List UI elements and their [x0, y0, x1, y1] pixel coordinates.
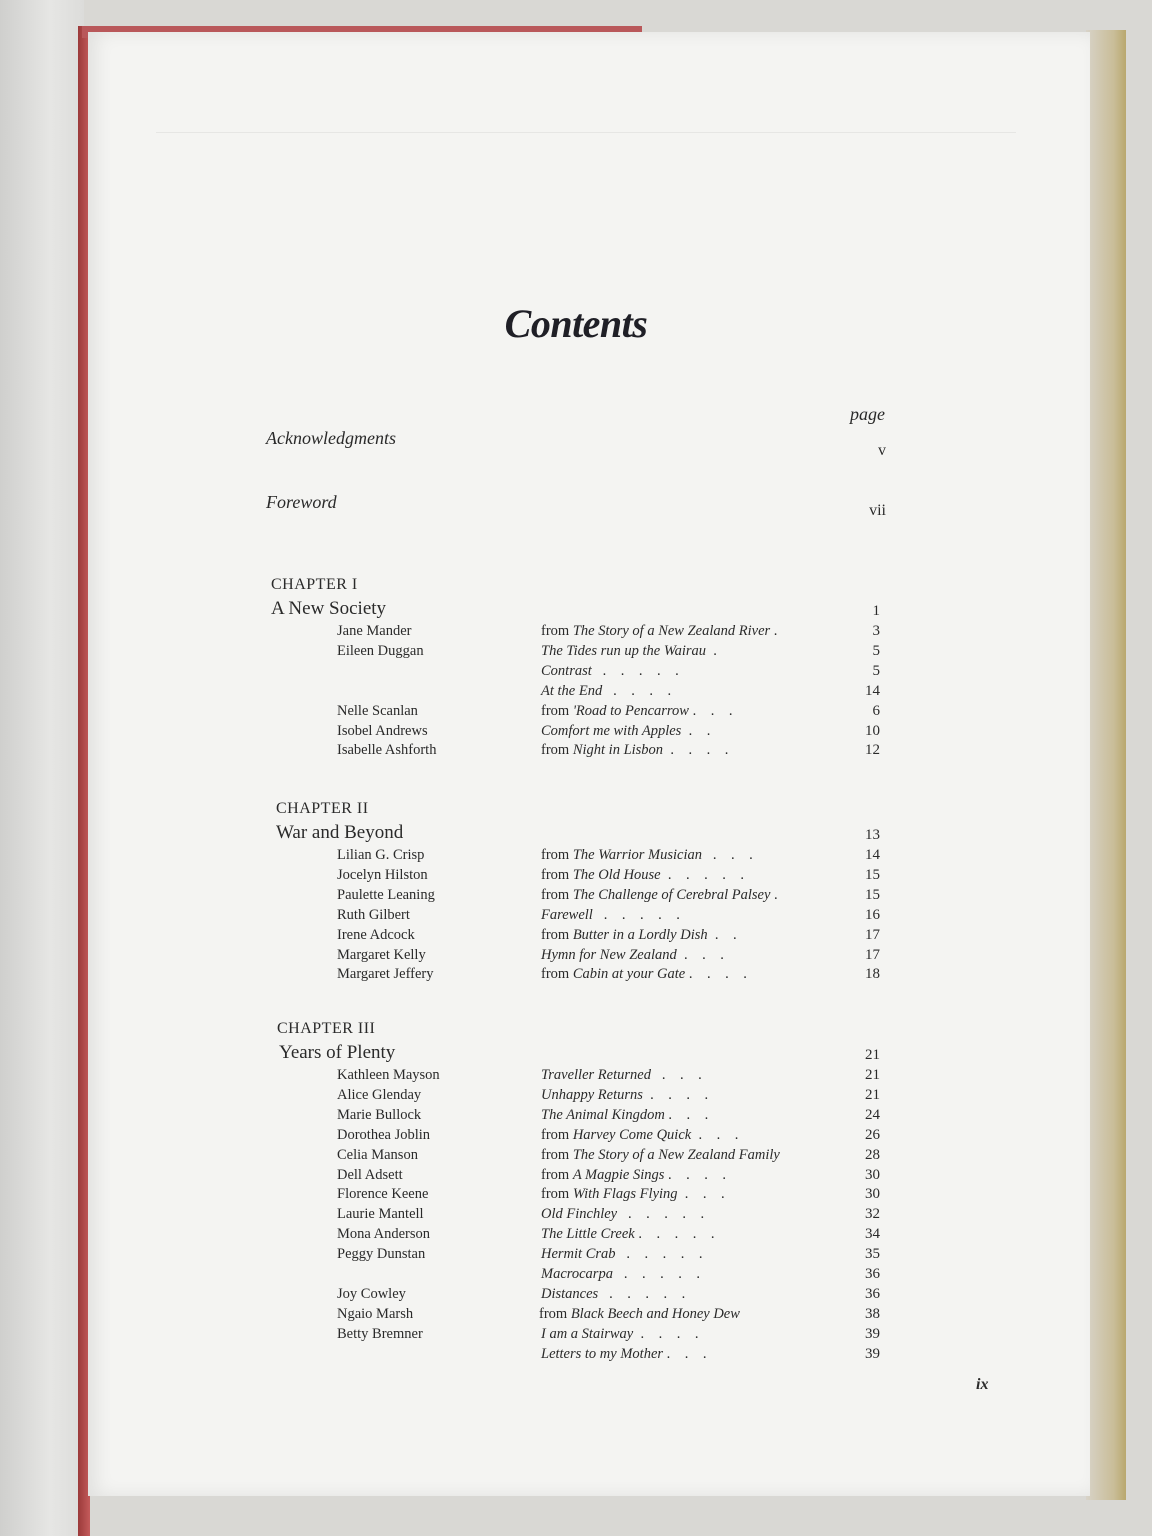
entry-page: 32 [865, 1206, 880, 1223]
entry-title: With Flags Flying [572, 1186, 678, 1203]
entry-title: Butter in a Lordly Dish [572, 926, 708, 943]
entry-author: Mona Anderson [337, 1226, 431, 1243]
entry-title: The Story of a New Zealand Family [572, 1146, 780, 1163]
leader-dots: . . . . . [598, 1285, 686, 1302]
entry-work [541, 887, 778, 904]
entry-prefix: from [541, 702, 573, 719]
entry-author: Laurie Mantell [337, 1206, 424, 1223]
entry-author: Lilian G. Crisp [337, 847, 425, 863]
entry-work [541, 742, 728, 759]
entry-author: Ruth Gilbert [337, 906, 410, 923]
leader-dots: . . . [691, 1126, 739, 1143]
entry-work [541, 1346, 707, 1363]
entry-work [541, 1286, 685, 1303]
leader-dots: . . . . . [617, 1206, 705, 1223]
chapter-page: 13 [865, 827, 880, 843]
entry-page: 36 [865, 1266, 880, 1282]
entry-work [541, 1147, 780, 1164]
entry-title: Comfort me with Apples [541, 722, 682, 739]
entry-prefix: from [541, 1186, 573, 1203]
leader-dots: . . . . . [591, 662, 679, 679]
chapter-title: Years of Plenty [279, 1042, 396, 1063]
facing-page-edge [0, 0, 84, 1536]
entry-author: Irene Adcock [337, 926, 415, 943]
entry-author: Dell Adsett [337, 1166, 403, 1183]
entry-page: 30 [865, 1166, 880, 1183]
entry-work [541, 723, 710, 740]
leader-dots: . . [707, 926, 737, 943]
entry-title: Traveller Returned [541, 1067, 651, 1083]
entry-author: Nelle Scanlan [337, 702, 418, 719]
leader-dots: . . . [650, 1067, 702, 1083]
entry-work [541, 1107, 708, 1124]
page-column-header: page [850, 404, 885, 424]
entry-author: Florence Keene [337, 1186, 429, 1203]
entry-page: 6 [872, 702, 880, 719]
entry-page: 16 [865, 906, 880, 923]
entry-title: Unhappy Returns [541, 1086, 643, 1103]
entry-title: Farewell [541, 906, 593, 923]
entry-author: Joy Cowley [337, 1285, 406, 1302]
chapter-label: CHAPTER III [277, 1020, 376, 1037]
entry-author: Kathleen Mayson [337, 1067, 440, 1083]
entry-title: Harvey Come Quick [572, 1126, 692, 1143]
entry-page: 26 [865, 1126, 880, 1143]
leader-dots: . . . [701, 847, 753, 863]
leader-dots: . . . . [663, 742, 729, 759]
entry-title: The Little Creek [541, 1226, 635, 1243]
entry-work [541, 847, 753, 864]
entry-title: Macrocarpa [541, 1266, 613, 1282]
entry-author: Marie Bullock [337, 1106, 422, 1123]
entry-page: 17 [865, 926, 880, 943]
entry-author: Celia Manson [337, 1146, 418, 1163]
leader-dots: . . . . [664, 1166, 726, 1183]
leader-dots: . . . . . [634, 1226, 715, 1243]
leader-dots: . . . [676, 946, 724, 963]
entry-title: Contrast [541, 662, 592, 679]
entry-title: 'Road to Pencarrow [572, 702, 689, 719]
leader-dots: . . . . . [660, 866, 744, 883]
entry-title: The Tides run up the Wairau [541, 642, 707, 659]
entry-author: Jane Mander [337, 623, 412, 639]
entry-author: Peggy Dunstan [337, 1246, 426, 1263]
chapter-label: CHAPTER I [271, 576, 358, 593]
entry-title: Cabin at your Gate [572, 966, 686, 983]
entry-work [541, 683, 671, 700]
page-stack-edge [1086, 30, 1126, 1500]
entry-title: Letters to my Mother [541, 1345, 664, 1362]
chapter-title: War and Beyond [276, 822, 404, 843]
show-through-rule [156, 132, 1016, 134]
entry-page: 34 [865, 1226, 880, 1243]
leader-dots: . [770, 886, 778, 903]
page-title: Contents [504, 301, 648, 346]
entry-page: 21 [865, 1086, 880, 1103]
entry-page: 39 [865, 1325, 880, 1342]
entry-author: Eileen Duggan [337, 642, 424, 659]
entry-page: 15 [865, 866, 880, 883]
entry-prefix: from [541, 926, 573, 943]
entry-work [541, 1087, 708, 1104]
entry-author: Isobel Andrews [337, 722, 428, 739]
entry-page: 10 [865, 722, 880, 739]
entry-work [541, 927, 737, 944]
entry-page: 3 [872, 623, 880, 639]
entry-title: Hymn for New Zealand [541, 946, 677, 963]
entry-work [541, 643, 717, 660]
entry-page: 38 [865, 1305, 880, 1322]
leader-dots: . . . . [642, 1086, 709, 1103]
leader-dots: . . . . . [612, 1266, 700, 1282]
leader-dots: . . . [663, 1345, 707, 1362]
entry-title: A Magpie Sings [572, 1166, 665, 1183]
entry-work [541, 947, 724, 964]
entry-page: 30 [865, 1186, 880, 1203]
entry-work [541, 1167, 726, 1184]
leader-dots: . . . . . [592, 906, 680, 923]
entry-prefix: from [541, 847, 573, 863]
entry-title: At the End [541, 682, 603, 699]
front-matter-label: Foreword [266, 492, 337, 512]
entry-title: Black Beech and Honey Dew [570, 1305, 740, 1322]
entry-work [541, 1206, 704, 1223]
entry-prefix: from [541, 1166, 573, 1183]
entry-page: 17 [865, 946, 880, 963]
leader-dots: . . [681, 722, 711, 739]
entry-work [541, 623, 777, 640]
entry-page: 5 [872, 662, 880, 679]
entry-page: 21 [865, 1067, 880, 1083]
entry-prefix: from [539, 1305, 571, 1322]
entry-title: The Warrior Musician [572, 847, 702, 863]
front-matter-page: vii [869, 502, 886, 519]
entry-title: The Challenge of Cerebral Palsey [572, 886, 771, 903]
entry-prefix: from [541, 966, 573, 983]
entry-page: 36 [865, 1285, 880, 1302]
entry-work [541, 1127, 738, 1144]
entry-work [541, 663, 679, 680]
entry-author: Margaret Kelly [337, 946, 426, 963]
entry-prefix: from [541, 866, 573, 883]
entry-author: Betty Bremner [337, 1325, 423, 1342]
entry-page: 14 [865, 847, 880, 863]
entry-work [541, 1266, 700, 1283]
entry-author: Dorothea Joblin [337, 1126, 431, 1143]
entry-title: The Animal Kingdom [541, 1106, 665, 1123]
page-folio: ix [976, 1376, 989, 1393]
entry-prefix: from [541, 742, 573, 759]
leader-dots: . . . . [633, 1325, 699, 1342]
leader-dots: . . . [664, 1106, 709, 1123]
entry-page: 15 [865, 886, 880, 903]
entry-work [541, 1326, 698, 1343]
entry-title: The Old House [572, 866, 661, 883]
leader-dots: . . . . [685, 966, 747, 983]
chapter-label: CHAPTER II [276, 800, 369, 817]
entry-page: 35 [865, 1246, 880, 1263]
entry-page: 39 [865, 1345, 880, 1362]
entry-prefix: from [541, 1146, 573, 1163]
entry-title: I am a Stairway [541, 1325, 634, 1342]
entry-work [541, 1226, 714, 1243]
chapter-page: 1 [872, 603, 880, 619]
entry-work [541, 867, 744, 884]
entry-prefix: from [541, 623, 573, 639]
leader-dots: . . . [677, 1186, 725, 1203]
entry-prefix: from [541, 886, 573, 903]
entry-author: Paulette Leaning [337, 886, 435, 903]
entry-work [541, 907, 680, 924]
leader-dots: . . . . [602, 682, 672, 699]
entry-page: 18 [865, 966, 880, 983]
entry-author: Ngaio Marsh [337, 1305, 414, 1322]
front-matter-page: v [878, 442, 886, 459]
entry-author: Alice Glenday [337, 1086, 422, 1103]
entry-work [541, 1246, 703, 1263]
entry-author: Jocelyn Hilston [337, 866, 428, 883]
leader-dots: . . . . . [615, 1246, 703, 1263]
front-matter-label: Acknowledgments [266, 428, 396, 448]
entry-prefix: from [541, 1126, 573, 1143]
chapter-page: 21 [865, 1047, 880, 1063]
entry-title: Hermit Crab [541, 1246, 616, 1263]
chapter-title: A New Society [271, 598, 387, 619]
leader-dots: . [770, 623, 778, 639]
entry-title: The Story of a New Zealand River [572, 623, 771, 639]
entry-title: Distances [541, 1285, 599, 1302]
entry-author: Isabelle Ashforth [337, 742, 437, 759]
entry-work [539, 1306, 740, 1323]
entry-page: 5 [872, 642, 880, 659]
entry-author: Margaret Jeffery [337, 966, 434, 983]
entry-page: 14 [865, 682, 880, 699]
entry-title: Old Finchley [541, 1206, 618, 1223]
entry-work [541, 1067, 702, 1084]
entry-work [541, 703, 732, 720]
leader-dots: . . . [688, 702, 733, 719]
entry-title: Night in Lisbon [572, 742, 664, 759]
entry-page: 24 [865, 1106, 880, 1123]
entry-page: 28 [865, 1146, 880, 1163]
entry-page: 12 [865, 742, 880, 759]
entry-work [541, 966, 747, 983]
leader-dots: . [706, 642, 717, 659]
entry-work [541, 1186, 725, 1203]
